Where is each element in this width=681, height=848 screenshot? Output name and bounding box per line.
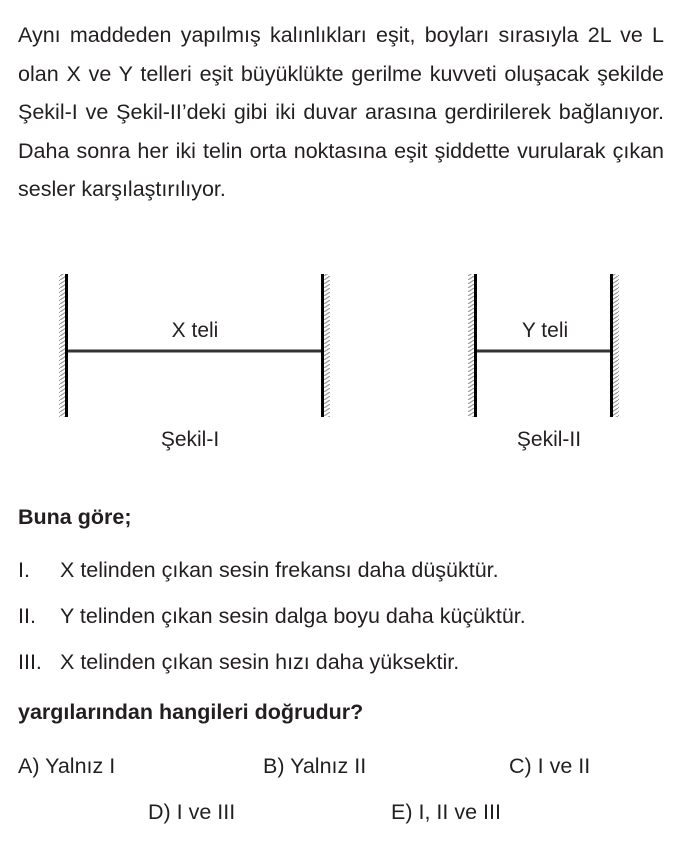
statement-number: I. [18, 558, 30, 582]
y-wire [477, 350, 610, 353]
choice-e[interactable]: E) I, II ve III [391, 800, 501, 824]
figure-1-caption: Şekil-I [160, 428, 220, 451]
figure-2-caption: Şekil-II [516, 428, 582, 451]
statement-item [18, 602, 526, 648]
right-wall-2 [610, 274, 613, 417]
statement-text: X telinden çıkan sesin hızı daha yüksektir. [60, 650, 460, 674]
x-wire-label: X teli [171, 319, 219, 342]
left-wall-1 [65, 274, 68, 417]
question-text: Aynı maddeden yapılmış kalınlıkları eşit, boyları sırasıyla 2L ve L olan X ve Y telleri eşit büyüklükte gerilme kuvveti oluşacak şekilde Şekil-I ve Şekil-II’deki gibi iki duvar arasına gerdirilerek bağlanıyor. Daha sonra her iki telin orta noktasına eşit şiddette vurularak çıkan sesler karşılaştırılıyor. [18, 23, 664, 201]
string-diagram [0, 268, 681, 458]
statement-number: III. [18, 650, 42, 674]
statement-item [18, 556, 526, 602]
right-wall-1 [321, 274, 324, 417]
right-wall-hatch-1 [324, 274, 330, 417]
choice-a[interactable]: A) Yalnız I [18, 754, 116, 778]
x-wire [68, 350, 321, 353]
statement-list [18, 556, 526, 694]
statement-text: X telinden çıkan sesin frekansı daha düşüktür. [60, 558, 499, 582]
statement-text: Y telinden çıkan sesin dalga boyu daha küçüktür. [60, 604, 526, 628]
left-wall-hatch-1 [59, 274, 65, 417]
right-wall-hatch-2 [613, 274, 619, 417]
figure-1 [59, 274, 330, 451]
statement-item [18, 648, 526, 694]
figure-2 [468, 274, 619, 451]
closing-text: yargılarından hangileri doğrudur? [18, 700, 364, 724]
statement-number: II. [18, 604, 36, 628]
choice-b[interactable]: B) Yalnız II [263, 754, 367, 778]
y-wire-label: Y teli [521, 319, 569, 342]
left-wall-2 [474, 274, 477, 417]
string-figures [0, 268, 681, 458]
choice-c[interactable]: C) I ve II [509, 754, 591, 778]
choice-d[interactable]: D) I ve III [148, 800, 236, 824]
left-wall-hatch-2 [468, 274, 474, 417]
prompt-text: Buna göre; [18, 505, 132, 529]
